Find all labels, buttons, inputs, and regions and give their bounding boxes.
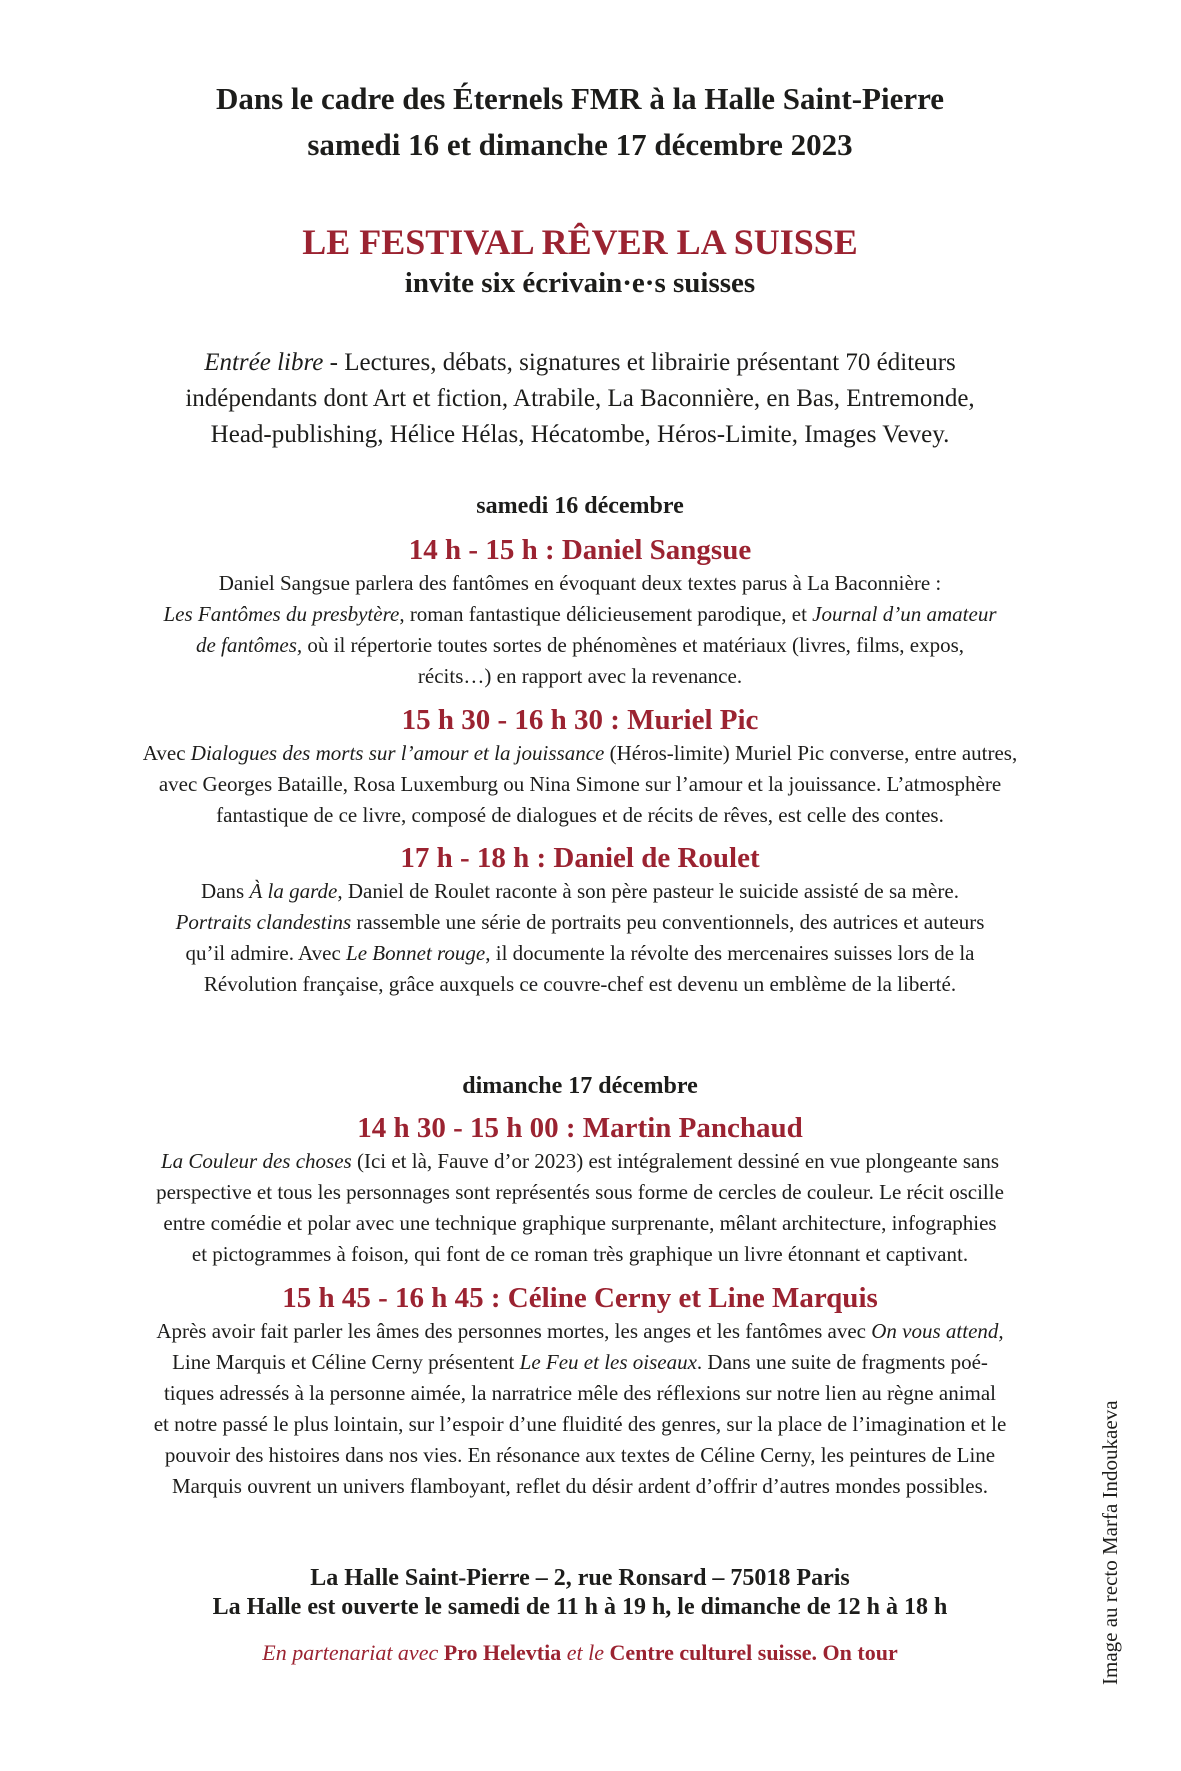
event-text: où il répertorie toutes sortes de phénomènes et matériaux (livres, films, expos, xyxy=(302,633,965,657)
event-title: 14 h 30 - 15 h 00 : Martin Panchaud xyxy=(357,1112,803,1144)
event-line: Marquis ouvrent un univers flamboyant, reflet du désir ardent d’offrir d’autres mondes possibles. xyxy=(171,1474,989,1498)
book-title: La Couleur des choses xyxy=(160,1149,352,1173)
intro-lead: Entrée libre xyxy=(204,349,324,376)
event-line: avec Georges Bataille, Rosa Luxemburg ou Nina Simone sur l’amour et la jouissance. L’atmosphère xyxy=(158,772,1002,796)
festival-title: LE FESTIVAL RÊVER LA SUISSE xyxy=(302,222,858,262)
book-title: Portraits clandestins xyxy=(175,910,352,934)
book-title: Journal d’un amateur xyxy=(812,602,997,626)
event-text: Line Marquis et Céline Cerny présentent xyxy=(172,1350,520,1374)
festival-subtitle: invite six écrivain·e·s suisses xyxy=(404,267,756,299)
partner-centre-culturel: Centre culturel suisse. On tour xyxy=(609,1640,898,1665)
day2-label: dimanche 17 décembre xyxy=(462,1073,698,1099)
event-line: récits…) en rapport avec la revenance. xyxy=(417,664,743,688)
event-line: pouvoir des histoires dans nos vies. En résonance aux textes de Céline Cerny, les peintures de Line xyxy=(164,1443,996,1467)
book-title: Le Feu et les oiseaux xyxy=(519,1350,697,1374)
intro-line-3: Head-publishing, Hélice Hélas, Hécatombe, Héros-Limite, Images Vevey. xyxy=(210,421,950,448)
image-credit: Image au recto Marfa Indoukaeva xyxy=(1098,1400,1122,1685)
event-text: (Héros-limite) Muriel Pic converse, entre autres, xyxy=(604,741,1018,765)
header-line-1: Dans le cadre des Éternels FMR à la Halle Saint-Pierre xyxy=(215,81,945,116)
intro-line-2: indépendants dont Art et fiction, Atrabile, La Baconnière, en Bas, Entremonde, xyxy=(185,385,975,412)
event-text: , il documente la révolte des mercenaires suisses lors de la xyxy=(485,941,975,965)
book-title: de fantômes, xyxy=(195,633,303,657)
event-line: Révolution française, grâce auxquels ce couvre-chef est devenu un emblème de la liberté. xyxy=(203,972,957,996)
event-text: rassemble une série de portraits peu conventionnels, des autrices et auteurs xyxy=(351,910,985,934)
event-title: 17 h - 18 h : Daniel de Roulet xyxy=(400,842,760,874)
event-line xyxy=(110,630,1050,661)
event-text: Dans xyxy=(201,879,250,903)
event-description xyxy=(110,876,1050,1000)
event-description xyxy=(110,1316,1050,1502)
venue-address: La Halle Saint-Pierre – 2, rue Ronsard – 75018 Paris xyxy=(310,1565,850,1591)
event-line: Daniel Sangsue parlera des fantômes en évoquant deux textes parus à La Baconnière : xyxy=(218,571,942,595)
book-title: À la garde xyxy=(249,879,338,903)
event-line: entre comédie et polar avec une technique graphique surprenante, mêlant architecture, infographies xyxy=(163,1211,997,1235)
partner-pro-helvetia: Pro Helevtia xyxy=(443,1640,562,1665)
event-line xyxy=(110,1146,1050,1177)
event-line xyxy=(110,938,1050,969)
day1-label: samedi 16 décembre xyxy=(476,493,684,519)
event-title: 15 h 45 - 16 h 45 : Céline Cerny et Line Marquis xyxy=(282,1282,878,1314)
event-text: (Ici et là, Fauve d’or 2023) est intégralement dessiné en vue plongeante sans xyxy=(351,1149,1000,1173)
intro-line-1-text: - Lectures, débats, signatures et librairie présentant 70 éditeurs xyxy=(323,349,956,376)
book-title: On vous attend, xyxy=(871,1319,1004,1343)
partner-text: En partenariat avec xyxy=(262,1640,444,1665)
event-text: qu’il admire. Avec xyxy=(185,941,347,965)
event-line: et pictogrammes à foison, qui font de ce roman très graphique un livre étonnant et captivant. xyxy=(191,1242,969,1266)
event-daniel-sangsue xyxy=(110,532,1050,692)
event-daniel-de-roulet xyxy=(110,840,1050,1000)
event-martin-panchaud xyxy=(110,1110,1050,1270)
partner-text: et le xyxy=(561,1640,610,1665)
header xyxy=(110,76,1050,168)
book-title: Les Fantômes du presbytère xyxy=(163,602,400,626)
event-description xyxy=(110,738,1050,831)
event-title: 15 h 30 - 16 h 30 : Muriel Pic xyxy=(401,704,759,736)
venue-hours: La Halle est ouverte le samedi de 11 h à 19 h, le dimanche de 12 h à 18 h xyxy=(212,1594,948,1620)
event-line: perspective et tous les personnages sont représentés sous forme de cercles de couleur. Le récit oscille xyxy=(156,1180,1004,1204)
event-text: , roman fantastique délicieusement parodique, et xyxy=(399,602,813,626)
event-line xyxy=(110,876,1050,907)
event-muriel-pic xyxy=(110,702,1050,831)
event-line xyxy=(110,599,1050,630)
header-line-2: samedi 16 et dimanche 17 décembre 2023 xyxy=(307,127,853,162)
intro-line-1 xyxy=(110,345,1050,381)
event-description xyxy=(110,1146,1050,1270)
event-line: tiques adressés à la personne aimée, la narratrice mêle des réflexions sur notre lien au règne animal xyxy=(163,1381,997,1405)
event-line xyxy=(110,907,1050,938)
event-title: 14 h - 15 h : Daniel Sangsue xyxy=(408,534,752,566)
event-line xyxy=(110,1316,1050,1347)
event-line xyxy=(110,1347,1050,1378)
event-text: , Daniel de Roulet raconte à son père pasteur le suicide assisté de sa mère. xyxy=(337,879,959,903)
event-text: Après avoir fait parler les âmes des personnes mortes, les anges et les fantômes avec xyxy=(156,1319,872,1343)
venue-info xyxy=(110,1564,1050,1622)
book-title: Dialogues des morts sur l’amour et la jouissance xyxy=(190,741,605,765)
event-celine-cerny-line-marquis xyxy=(110,1280,1050,1502)
event-line xyxy=(110,738,1050,769)
event-text: . Dans une suite de fragments poé- xyxy=(696,1350,988,1374)
event-line: fantastique de ce livre, composé de dialogues et de récits de rêves, est celle des contes. xyxy=(216,803,944,827)
partnership-line xyxy=(110,1638,1050,1668)
intro-paragraph xyxy=(110,345,1050,453)
book-title: Le Bonnet rouge xyxy=(346,941,486,965)
event-description xyxy=(110,568,1050,692)
event-line: et notre passé le plus lointain, sur l’espoir d’une fluidité des genres, sur la place de l’imagination et le xyxy=(153,1412,1007,1436)
event-text: Avec xyxy=(142,741,191,765)
